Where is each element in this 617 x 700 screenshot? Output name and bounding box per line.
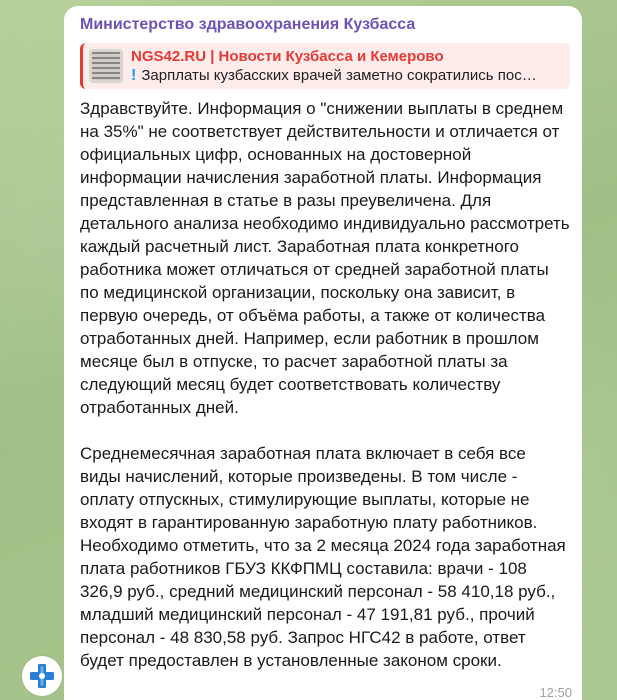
sender-name[interactable]: Министерство здравоохранения Кузбасса bbox=[80, 16, 416, 33]
reply-line bbox=[131, 66, 537, 85]
reply-text bbox=[131, 47, 537, 85]
message-paragraph-2: Среднемесячная заработная плата включает в себя все виды начислений, которые произведены. В том числе - оплату отпускных, стимулирующие выплаты, которые не входят в гарантированную заработную плату работников. Необходимо отметить, что за 2 месяца 2024 года заработная плата работников ГБУЗ ККФПМЦ составила: врачи - 108 326,9 руб., средний медицинский персонал - 58 410,18 руб., младший медицинский персонал - 47 191,81 руб., прочий персонал - 48 830,58 руб. Запрос НГС42 в работе, ответ будет предоставлен в установленные законом сроки. bbox=[80, 444, 566, 670]
reply-snippet: Зарплаты кузбасских врачей заметно сократились пос… bbox=[141, 67, 537, 84]
message-paragraph-1: Здравствуйте. Информация о "снижении выплаты в среднем на 35%" не соответствует действительности и отличается от официальных цифр, основанных на достоверной информации начисления заработной платы. Информация представленная в статье в разы преувеличена. Для детального анализа необходимо индивидуально рассмотреть каждый расчетный лист. Заработная плата конкретного работника может отличаться от средней заработной платы по медицинской организации, поскольку она зависит, в первую очередь, от объёма работы, а также от количества отработанных дней. Например, если работник в прошлом месяце был в отпуске, то расчет заработной платы за следующий месяц будет соответствовать количеству отработанных дней. bbox=[80, 99, 570, 417]
medical-cross-icon bbox=[27, 661, 57, 691]
message-bubble[interactable] bbox=[64, 6, 582, 700]
reply-thumbnail bbox=[89, 49, 123, 83]
exclamation-icon: ! bbox=[131, 67, 137, 84]
message-text bbox=[80, 97, 570, 672]
channel-avatar[interactable] bbox=[22, 656, 62, 696]
reply-source: NGS42.RU | Новости Кузбасса и Кемерово bbox=[131, 48, 444, 65]
reply-preview[interactable] bbox=[80, 43, 570, 89]
message-time: 12:50 bbox=[539, 685, 572, 700]
